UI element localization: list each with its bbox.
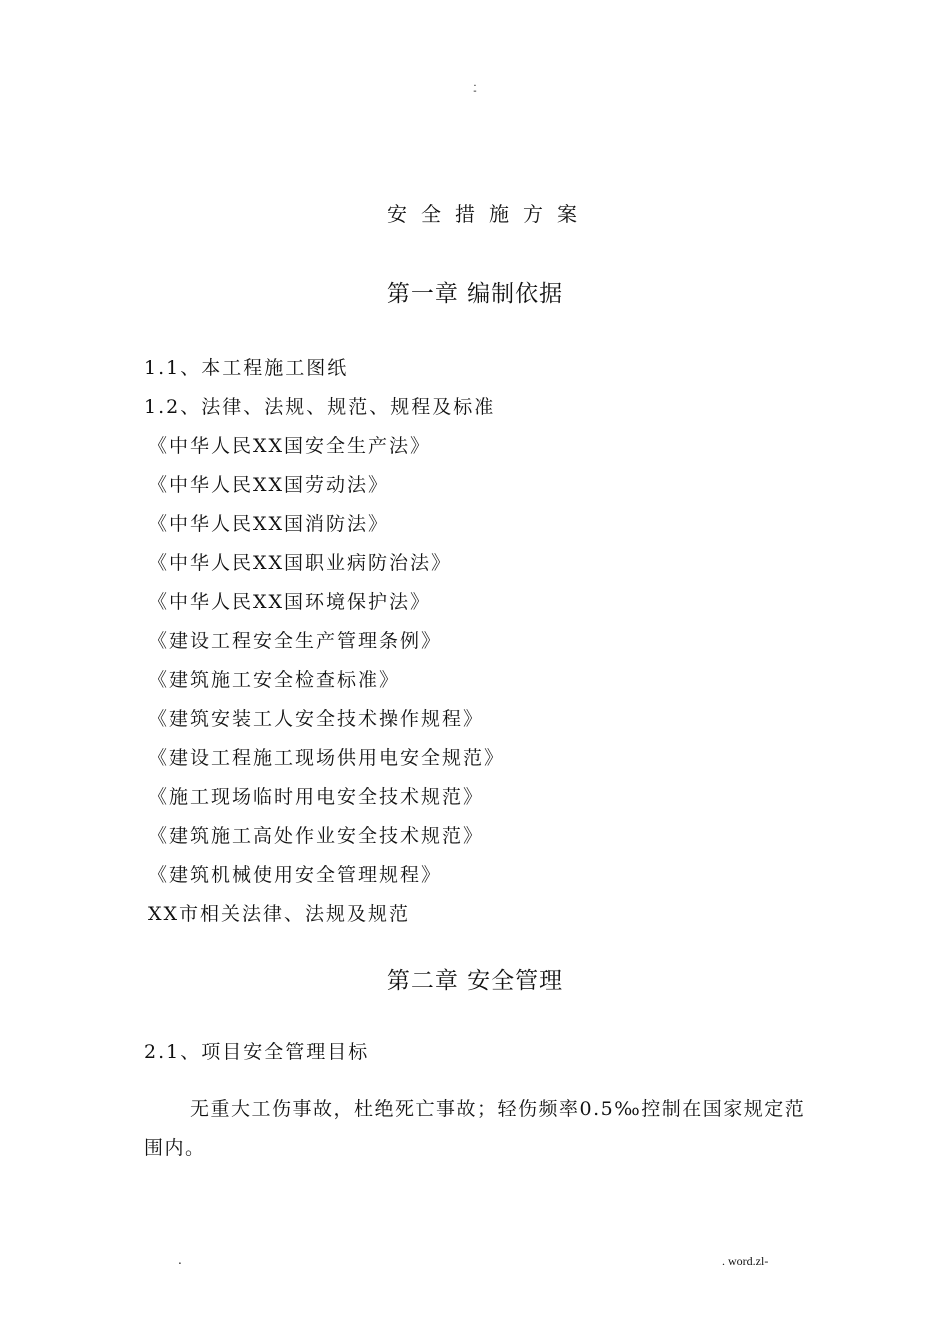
reference-item: 《建设工程施工现场供用电安全规范》 <box>148 747 506 769</box>
reference-item: 《中华人民XX国劳动法》 <box>148 474 390 496</box>
reference-item: 《中华人民XX国环境保护法》 <box>148 591 432 613</box>
section-1-2: 1.2、法律、法规、规范、规程及标准 <box>144 396 496 418</box>
reference-item: XX市相关法律、法规及规范 <box>148 903 411 925</box>
reference-item: 《建筑安装工人安全技术操作规程》 <box>148 708 485 730</box>
section-2-1: 2.1、项目安全管理目标 <box>144 1041 370 1063</box>
paragraph-text: 无重大工伤事故，杜绝死亡事故；轻伤频率0.5‰控制在国家规定范围内。 <box>144 1098 806 1159</box>
header-mark-dash: - <box>473 86 477 97</box>
reference-item: 《建筑机械使用安全管理规程》 <box>148 864 443 886</box>
header-mark-dot: . <box>473 78 477 89</box>
chapter1-heading: 第一章 编制依据 <box>386 281 564 307</box>
chapter2-heading: 第二章 安全管理 <box>386 968 564 994</box>
footer-watermark: . word.zl- <box>722 1254 769 1268</box>
reference-item: 《中华人民XX国消防法》 <box>148 513 390 535</box>
reference-item: 《建筑施工高处作业安全技术规范》 <box>148 825 485 847</box>
footer-left-mark: . <box>178 1253 182 1267</box>
document-title: 安全措施方案 <box>387 202 591 226</box>
reference-item: 《中华人民XX国安全生产法》 <box>148 435 432 457</box>
section-1-1: 1.1、本工程施工图纸 <box>144 357 349 379</box>
reference-item: 《中华人民XX国职业病防治法》 <box>148 552 453 574</box>
reference-item: 《施工现场临时用电安全技术规范》 <box>148 786 485 808</box>
body-paragraph <box>144 1090 820 1168</box>
reference-item: 《建筑施工安全检查标准》 <box>148 669 401 691</box>
reference-item: 《建设工程安全生产管理条例》 <box>148 630 443 652</box>
